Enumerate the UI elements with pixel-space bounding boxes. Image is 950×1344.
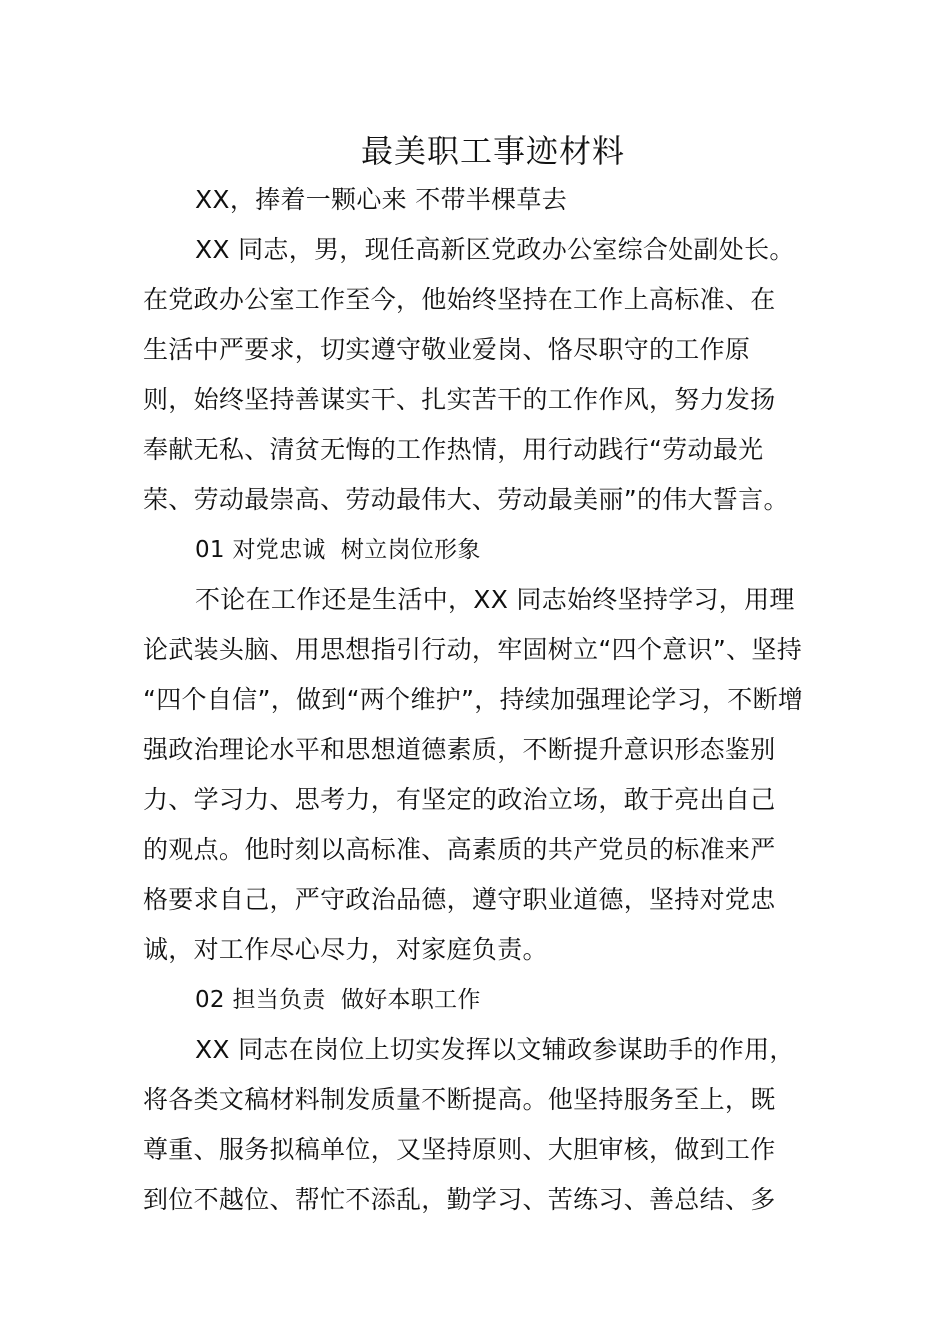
section1-line: 诚，对工作尽心尽力，对家庭负责。 (143, 935, 548, 964)
document-subtitle: XX，捧着一颗心来 不带半棵草去 (195, 185, 568, 214)
section2-line: 尊重、服务拟稿单位，又坚持原则、大胆审核，做到工作 (143, 1135, 776, 1164)
section1-line: “四个自信”，做到“两个维护”，持续加强理论学习，不断增 (143, 685, 804, 714)
section1-line: 的观点。他时刻以高标准、高素质的共产党员的标准来严 (143, 835, 776, 864)
intro-line: 荣、劳动最崇高、劳动最伟大、劳动最美丽”的伟大誓言。 (143, 485, 789, 514)
intro-line: 在党政办公室工作至今，他始终坚持在工作上高标准、在 (143, 285, 776, 314)
intro-line: 生活中严要求，切实遵守敬业爱岗、恪尽职守的工作原 (143, 335, 751, 364)
section1-line: 论武装头脑、用思想指引行动，牢固树立“四个意识”、坚持 (143, 635, 803, 664)
section1-line: 强政治理论水平和思想道德素质，不断提升意识形态鉴别 (143, 735, 776, 764)
section-heading-1: 01 对党忠诚 树立岗位形象 (195, 537, 481, 563)
section1-line: 不论在工作还是生活中，XX 同志始终坚持学习，用理 (195, 585, 795, 614)
section1-line: 格要求自己，严守政治品德，遵守职业道德，坚持对党忠 (143, 885, 776, 914)
section-heading-2: 02 担当负责 做好本职工作 (195, 987, 481, 1013)
section2-line: 到位不越位、帮忙不添乱，勤学习、苦练习、善总结、多 (143, 1185, 776, 1214)
intro-line: 则，始终坚持善谋实干、扎实苦干的工作作风，努力发扬 (143, 385, 776, 414)
intro-line: 奉献无私、清贫无悔的工作热情，用行动践行“劳动最光 (143, 435, 764, 464)
section1-line: 力、学习力、思考力，有坚定的政治立场，敢于亮出自己 (143, 785, 776, 814)
section2-line: XX 同志在岗位上切实发挥以文辅政参谋助手的作用， (195, 1035, 795, 1064)
section2-line: 将各类文稿材料制发质量不断提高。他坚持服务至上，既 (143, 1085, 776, 1114)
intro-line: XX 同志，男，现任高新区党政办公室综合处副处长。 (195, 235, 795, 264)
document-title: 最美职工事迹材料 (360, 132, 625, 170)
